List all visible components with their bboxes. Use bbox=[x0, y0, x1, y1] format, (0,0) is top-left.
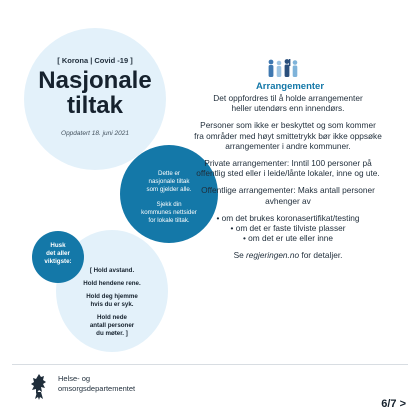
info-line: som gjelder alle. bbox=[146, 186, 192, 193]
text-line: heller utendørs enn innendørs. bbox=[231, 103, 345, 114]
department-line: omsorgsdepartementet bbox=[58, 383, 136, 393]
rule-line: hvis du er syk. bbox=[90, 301, 134, 308]
rule-item: [ Hold avstand. bbox=[89, 267, 135, 274]
reminder-line: det aller bbox=[46, 250, 70, 257]
rule-line: antall personer bbox=[89, 322, 135, 329]
info-line: Sjekk din bbox=[156, 201, 182, 208]
reminder-line: viktigste: bbox=[44, 258, 72, 265]
rule-item bbox=[68, 293, 156, 309]
rule-line: du møter. ] bbox=[96, 330, 128, 337]
rule-line: Hold deg hjemme bbox=[86, 293, 138, 300]
rules-list bbox=[68, 267, 156, 343]
text-line: fra områder med høyt smittetrykk bør ikke oppsøke bbox=[194, 130, 382, 141]
department-name bbox=[58, 374, 135, 393]
lion-coat-of-arms-icon bbox=[28, 372, 50, 402]
info-line: Dette er bbox=[157, 170, 180, 177]
hero-tag: [ Korona | Covid -19 ] bbox=[57, 56, 133, 65]
paragraph bbox=[172, 158, 404, 178]
paragraph bbox=[172, 185, 404, 205]
info-line: for lokale tiltak. bbox=[148, 217, 190, 224]
text-line: avhenger av bbox=[265, 195, 311, 206]
regjeringen-link[interactable]: regjeringen.no bbox=[246, 250, 300, 261]
reminder-bubble bbox=[32, 231, 84, 283]
list-item: • om det brukes koronasertifikat/testing bbox=[216, 212, 360, 223]
text-line: Det oppfordres til å holde arrangementer bbox=[213, 93, 363, 103]
title-line-1: Nasjonale bbox=[38, 67, 152, 94]
page-indicator-next[interactable]: 6/7 > bbox=[381, 398, 406, 410]
list-item: • om det er faste tilviste plasser bbox=[230, 223, 346, 234]
info-line: nasjonale tiltak bbox=[148, 178, 190, 185]
text-line: Private arrangementer: Inntil 100 personer på bbox=[204, 158, 372, 169]
bullet-list bbox=[172, 213, 404, 244]
rule-item: Hold hendene rene. bbox=[83, 280, 141, 287]
see-prefix: Se bbox=[233, 250, 247, 261]
section-heading: Arrangementer bbox=[255, 81, 325, 92]
footer-divider bbox=[12, 364, 408, 365]
paragraph bbox=[172, 250, 404, 260]
title-line-2: tiltak bbox=[66, 92, 123, 119]
department-line: Helse- og bbox=[58, 374, 91, 383]
hero-circle bbox=[24, 28, 166, 170]
text-line: offentlig sted eller i leide/lånte lokaler, inne og ute. bbox=[196, 168, 380, 179]
reminder-text bbox=[36, 242, 80, 266]
rule-line: Hold nede bbox=[97, 314, 127, 321]
section-content bbox=[172, 93, 404, 268]
page-title bbox=[24, 68, 166, 118]
text-line: Personer som ikke er beskyttet og som kommer bbox=[200, 120, 376, 131]
rule-item bbox=[68, 314, 156, 338]
reminder-line: Husk bbox=[50, 242, 66, 249]
list-item: • om det er ute eller inne bbox=[242, 233, 334, 244]
paragraph bbox=[172, 93, 404, 113]
text-line: Offentlige arrangementer: Maks antall personer bbox=[201, 185, 375, 196]
see-suffix: for detaljer. bbox=[299, 250, 343, 261]
updated-date: Oppdatert 18. juni 2021 bbox=[61, 130, 129, 137]
people-group-icon bbox=[265, 58, 301, 78]
info-line: kommunes nettsider bbox=[141, 209, 197, 216]
text-line: arrangementer i andre kommuner. bbox=[225, 140, 351, 151]
paragraph bbox=[172, 120, 404, 151]
